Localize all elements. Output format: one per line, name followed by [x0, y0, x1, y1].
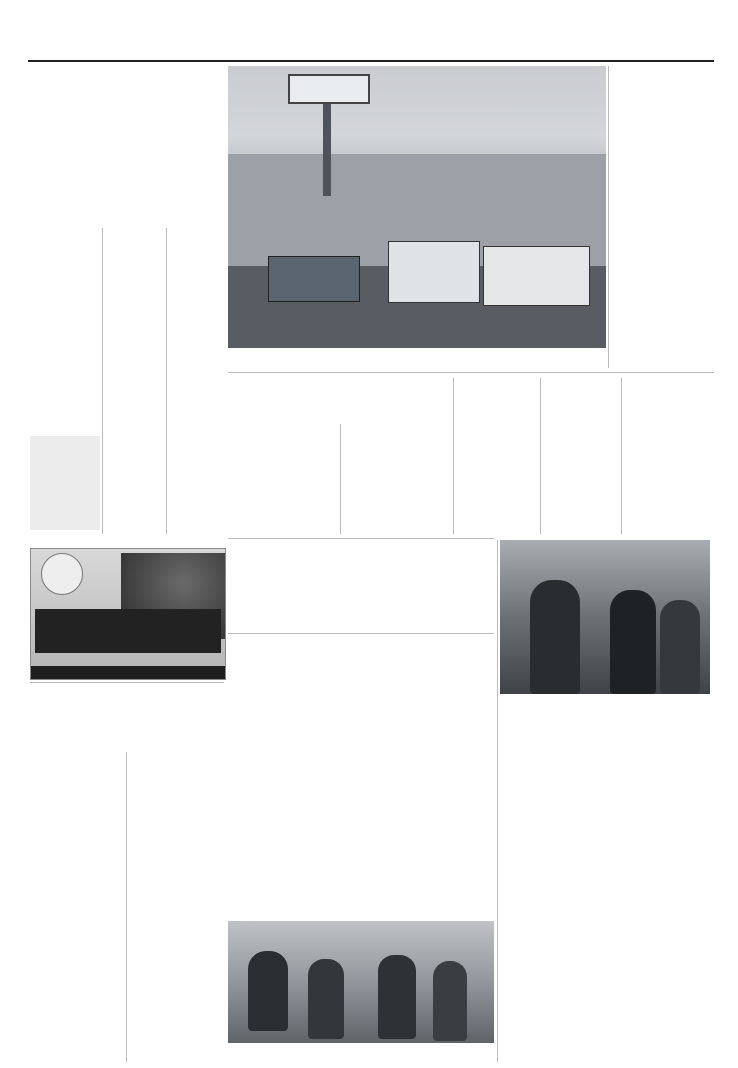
taal-body-col2 [671, 418, 716, 534]
wedo-logo [41, 553, 83, 595]
nedcar-sign [288, 74, 370, 104]
speciale-col1 [500, 786, 604, 1062]
enschede-caption [228, 1045, 494, 1065]
amsterdam-caption [500, 697, 710, 731]
vuilniszak-col1 [228, 424, 338, 534]
wedo-logo-top [42, 554, 82, 562]
nedcar-body [612, 216, 714, 368]
aivd-summary-box [30, 436, 100, 530]
ad-towns [31, 666, 225, 679]
speciale-body-col2 [608, 786, 712, 1062]
snelwegen-body [457, 422, 537, 534]
aivd-body-col2 [104, 228, 164, 528]
nedcar-lead [612, 122, 714, 214]
aivd-body-col3 [168, 300, 224, 532]
ad-banner [35, 609, 221, 653]
nedcar-caption [228, 350, 606, 368]
aivd-lead [30, 239, 100, 289]
summary-box-title [30, 436, 100, 441]
timmermans-body [544, 422, 618, 534]
kohler-col1 [228, 652, 358, 918]
kohler-body-col2 [362, 652, 494, 918]
taal-col1 [624, 418, 668, 534]
soestdijk-body-col2 [362, 557, 494, 630]
aivd-body-col1 [30, 292, 100, 432]
wedo-advertisement[interactable] [30, 548, 226, 680]
soestdijk-col1 [228, 557, 358, 630]
vuilniszak-body-col2 [342, 424, 450, 534]
balkenende-body-col2 [128, 752, 224, 1062]
enschede-photo [228, 921, 494, 1043]
amsterdam-photo [500, 540, 710, 694]
header-rule [28, 60, 714, 62]
nedcar-photo [228, 66, 606, 348]
balkenende-col1 [30, 752, 124, 1062]
